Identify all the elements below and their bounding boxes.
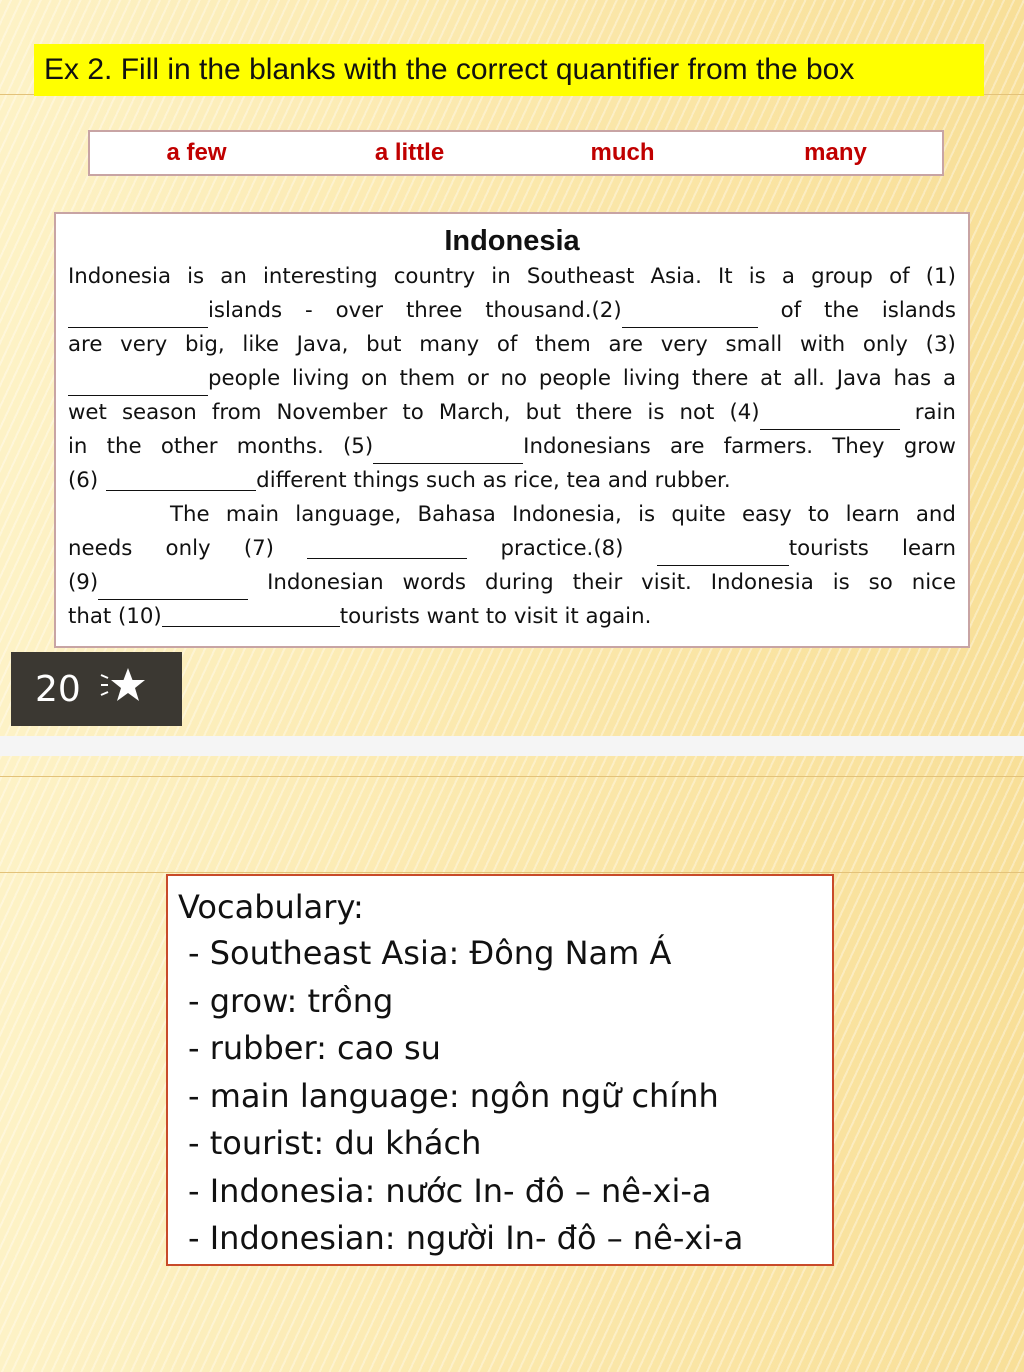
passage-line: wet season from November to March, but there is not (4) rain	[68, 396, 956, 430]
passage-line: The main language, Bahasa Indonesia, is quite easy to learn and	[170, 502, 956, 527]
answer-blank-4[interactable]	[760, 403, 900, 430]
vocabulary-item: - main language: ngôn ngữ chính	[188, 1076, 719, 1115]
passage-line: needs only (7) practice.(8) tourists learn	[68, 532, 956, 566]
quantifier-word: much	[590, 139, 655, 166]
vocabulary-item: - grow: trồng	[188, 981, 394, 1020]
answer-blank-6[interactable]	[106, 464, 256, 491]
passage-line: islands - over three thousand.(2) of the islands	[68, 294, 956, 328]
exercise-title: Ex 2. Fill in the blanks with the correct quantifier from the box	[34, 44, 984, 96]
passage-line: Indonesia is an interesting country in Southeast Asia. It is a group of (1)	[68, 264, 956, 289]
answer-blank-9[interactable]	[98, 573, 248, 600]
slide-separator	[0, 736, 1024, 756]
vocabulary-item: - Indonesian: người In- đô – nê-xi-a	[188, 1219, 744, 1257]
answer-blank-3[interactable]	[68, 369, 208, 396]
passage-line: in the other months. (5) Indonesians are farmers. They grow	[68, 430, 956, 464]
page-number-badge	[11, 652, 182, 726]
quantifier-box	[88, 130, 944, 176]
passage-line: that (10) tourists want to visit it again.	[68, 600, 956, 634]
star-icon	[99, 665, 145, 714]
passage-line: (9) Indonesian words during their visit. Indonesia is so nice	[68, 566, 956, 600]
reading-passage	[54, 212, 970, 648]
decorative-rule	[0, 776, 1024, 777]
decorative-rule	[0, 872, 1024, 873]
answer-blank-2[interactable]	[622, 301, 758, 328]
answer-blank-10[interactable]	[162, 600, 340, 627]
answer-blank-5[interactable]	[373, 437, 523, 464]
answer-blank-1[interactable]	[68, 301, 208, 328]
vocabulary-heading: Vocabulary:	[178, 888, 364, 926]
page-number: 20	[35, 668, 81, 710]
vocabulary-box	[166, 874, 834, 1266]
passage-line: people living on them or no people living there at all. Java has a	[68, 362, 956, 396]
answer-blank-7[interactable]	[307, 532, 467, 559]
slide-vocabulary	[0, 756, 1024, 1372]
quantifier-word: many	[804, 139, 867, 166]
vocabulary-item: - Indonesia: nước In- đô – nê-xi-a	[188, 1171, 712, 1210]
passage-line: (6) different things such as rice, tea and rubber.	[68, 464, 956, 498]
answer-blank-8[interactable]	[657, 539, 789, 566]
vocabulary-item: - Southeast Asia: Đông Nam Á	[188, 934, 672, 972]
quantifier-word: a few	[166, 139, 227, 166]
vocabulary-item: - tourist: du khách	[188, 1124, 482, 1162]
passage-title: Indonesia	[444, 225, 580, 257]
passage-line: are very big, like Java, but many of them are very small with only (3)	[68, 332, 956, 357]
vocabulary-item: - rubber: cao su	[188, 1029, 441, 1067]
quantifier-word: a little	[374, 139, 445, 166]
